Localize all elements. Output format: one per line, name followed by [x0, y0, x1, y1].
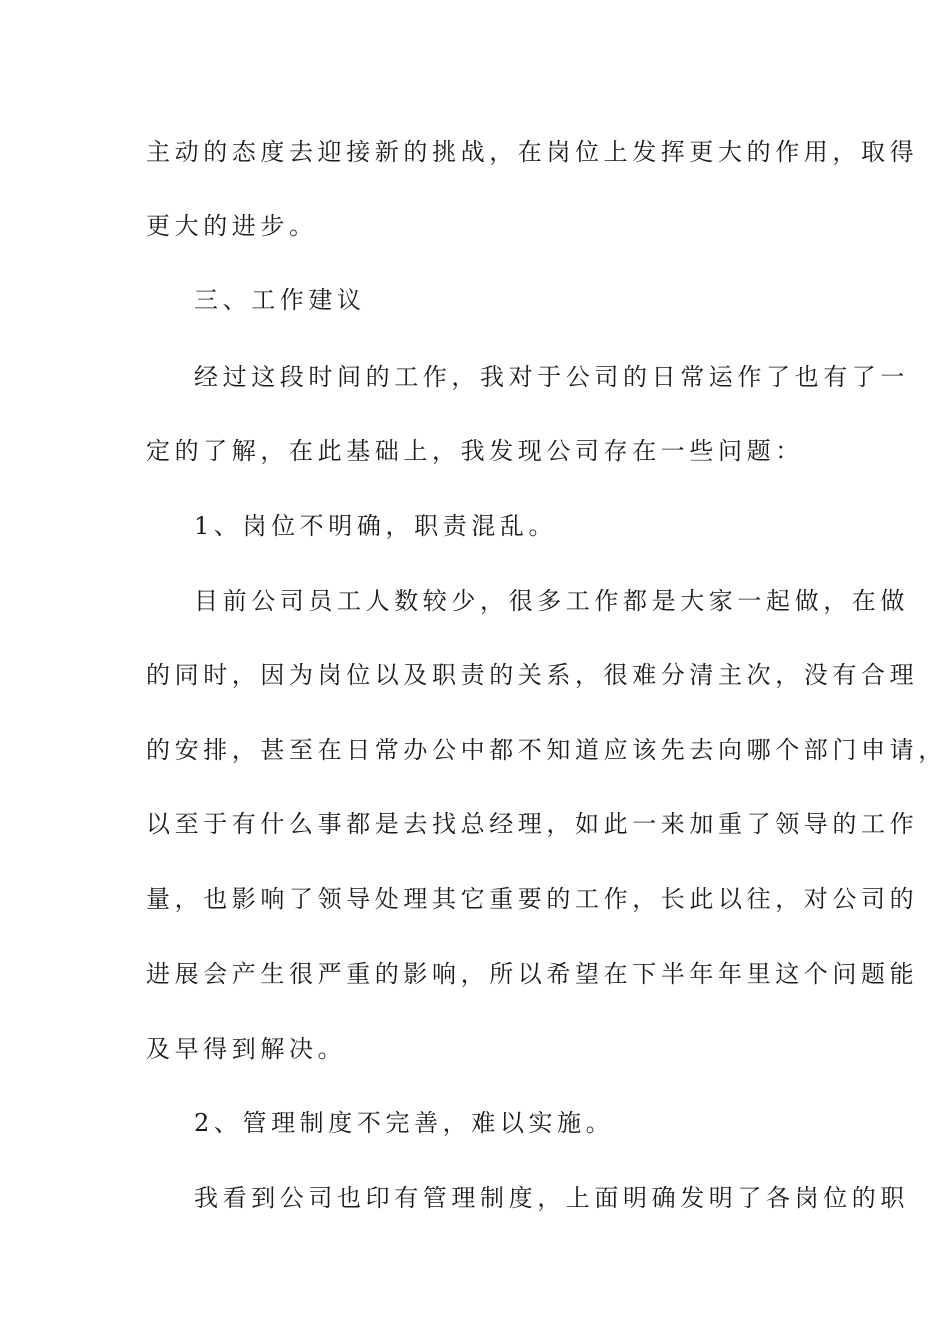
body-text-line: 更大的进步。 — [146, 212, 318, 240]
list-item-heading: 1、岗位不明确，职责混乱。 — [194, 512, 558, 540]
body-text-line: 及早得到解决。 — [146, 1035, 347, 1063]
list-item-heading: 2、管理制度不完善，难以实施。 — [194, 1109, 615, 1137]
body-text-line: 量，也影响了领导处理其它重要的工作，长此以往，对公司的 — [146, 885, 919, 913]
body-text-line: 以至于有什么事都是去找总经理，如此一来加重了领导的工作 — [146, 810, 919, 838]
body-text-line: 的安排，甚至在日常办公中都不知道应该先去向哪个部门申请， — [146, 736, 947, 764]
paragraph-first-line: 目前公司员工人数较少，很多工作都是大家一起做，在做 — [194, 587, 909, 615]
body-text-line: 主动的态度去迎接新的挑战，在岗位上发挥更大的作用，取得 — [146, 138, 919, 166]
paragraph-first-line: 经过这段时间的工作，我对于公司的日常运作了也有了一 — [194, 363, 909, 391]
section-heading: 三、工作建议 — [194, 286, 366, 314]
paragraph-first-line: 我看到公司也印有管理制度，上面明确发明了各岗位的职 — [194, 1184, 909, 1212]
body-text-line: 定的了解，在此基础上，我发现公司存在一些问题： — [146, 437, 804, 465]
body-text-line: 的同时，因为岗位以及职责的关系，很难分清主次，没有合理 — [146, 661, 919, 689]
body-text-line: 进展会产生很严重的影响，所以希望在下半年年里这个问题能 — [146, 960, 919, 988]
